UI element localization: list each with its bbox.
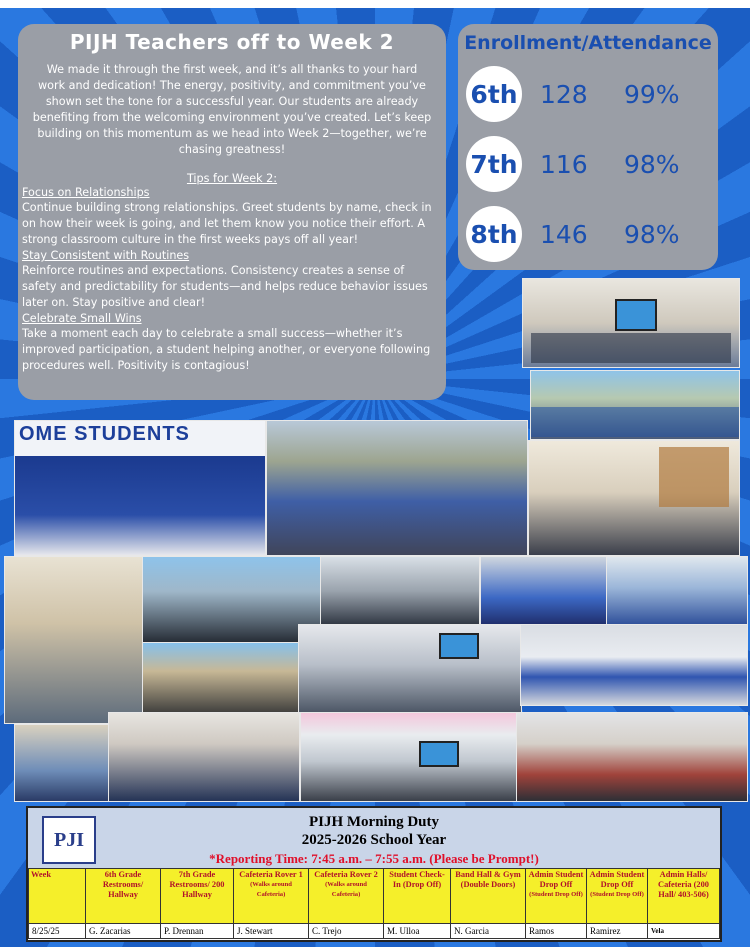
duty-row — [29, 924, 720, 939]
header-cell: Admin Student Drop Off (Student Drop Off) — [587, 869, 648, 924]
teachers-panel — [18, 24, 446, 400]
tips-title: Tips for Week 2: — [186, 172, 278, 185]
tip-body: Reinforce routines and expectations. Consistency creates a sense of safety and predictability for students—and helps reduce behavior issues later on. Stay positive and clear! — [22, 264, 428, 309]
reporting-time: *Reporting Time: 7:45 a.m. – 7:55 a.m. (Please be Prompt!) — [209, 851, 539, 866]
enrollment-row — [466, 66, 680, 122]
morning-duty-schedule — [26, 806, 722, 942]
classroom-screen-photo — [298, 624, 522, 714]
header-cell: Cafeteria Rover 2 (Walks around Cafeteria) — [309, 869, 384, 924]
table-cell: Vela — [648, 924, 720, 939]
attendance-percent: 98% — [624, 149, 680, 179]
table-cell: J. Stewart — [234, 924, 309, 939]
duty-table — [28, 868, 720, 939]
cheer-photo — [480, 556, 608, 626]
header-cell: Cafeteria Rover 1 (Walks around Cafeteria) — [234, 869, 309, 924]
top-border — [0, 0, 750, 8]
table-cell: C. Trejo — [309, 924, 384, 939]
cheerleaders-photo — [520, 624, 748, 706]
students-lunch-photo — [266, 420, 528, 556]
students-tables-photo — [14, 724, 110, 802]
enrollment-count: 146 — [540, 219, 588, 249]
table-cell: Ramirez — [587, 924, 648, 939]
students-outdoor-photo — [606, 556, 748, 626]
staff-group-photo — [142, 556, 322, 644]
table-cell: 8/25/25 — [29, 924, 86, 939]
tip-heading: Focus on Relationships — [22, 186, 150, 199]
table-cell: G. Zacarias — [86, 924, 161, 939]
classroom-photo — [522, 278, 740, 368]
library-photo — [528, 440, 740, 556]
attendance-percent: 98% — [624, 219, 680, 249]
tip-heading: Celebrate Small Wins — [22, 312, 142, 325]
header-cell: 7th Grade Restrooms/ 200 Hallway — [161, 869, 234, 924]
grade-badge: 7th — [466, 136, 522, 192]
duty-title: PIJH Morning Duty — [308, 814, 439, 830]
enrollment-count: 116 — [540, 149, 588, 179]
header-cell: Week — [29, 869, 86, 924]
tip-heading: Stay Consistent with Routines — [22, 249, 190, 262]
tip-body: Continue building strong relationships. Greet students by name, check in on how their week is going, and let them know you notice their effort. A strong classroom culture in the first weeks pays off all year! — [22, 201, 432, 246]
duty-header-row — [29, 869, 720, 924]
header-cell: Student Check-In (Drop Off) — [384, 869, 451, 924]
school-logo: PJI — [42, 816, 96, 864]
table-cell: P. Drennan — [161, 924, 234, 939]
staff-trio-photo — [108, 712, 300, 802]
duty-banner — [28, 808, 720, 868]
attendance-percent: 99% — [624, 79, 680, 109]
classroom-computer-photo — [300, 712, 518, 802]
header-cell: Admin Student Drop Off (Student Drop Off) — [526, 869, 587, 924]
header-cell: 6th Grade Restrooms/ Hallway — [86, 869, 161, 924]
staff-lunch-photo — [320, 556, 480, 626]
enrollment-row — [466, 206, 680, 262]
grade-badge: 6th — [466, 66, 522, 122]
duty-year: 2025-2026 School Year — [301, 832, 447, 848]
teachers-intro: We made it through the first week, and it’s all thanks to your hard work and dedication! The energy, positivity, and commitment you’ve shown set the tone for a successful year. Our students are already benefiting from the welcoming environment you’ve created. Let’s keep building on this momentum as we head into Week 2—together, we’re chasing greatness! — [32, 63, 432, 156]
header-cell: Band Hall & Gym (Double Doors) — [451, 869, 526, 924]
table-cell: M. Ulloa — [384, 924, 451, 939]
enrollment-row — [466, 136, 680, 192]
table-cell: Ramos — [526, 924, 587, 939]
cafeteria-photo — [530, 370, 740, 440]
admin-team-photo — [516, 712, 748, 802]
header-cell: Admin Halls/ Cafeteria (200 Hall/ 403-506) — [648, 869, 720, 924]
enrollment-count: 128 — [540, 79, 588, 109]
table-cell: N. Garcia — [451, 924, 526, 939]
photo-banner-text: OME STUDENTS — [19, 423, 190, 445]
student-group-photo — [14, 420, 266, 556]
enrollment-panel — [458, 24, 718, 270]
enrollment-title: Enrollment/Attendance — [464, 32, 712, 54]
teachers-title: PIJH Teachers off to Week 2 — [69, 30, 395, 54]
grade-badge: 8th — [466, 206, 522, 262]
tip-body: Take a moment each day to celebrate a small success—whether it’s improved participation, a student helping another, or everyone following procedures well. Positivity is contagious! — [22, 327, 431, 372]
classroom-desks-photo — [4, 556, 144, 724]
